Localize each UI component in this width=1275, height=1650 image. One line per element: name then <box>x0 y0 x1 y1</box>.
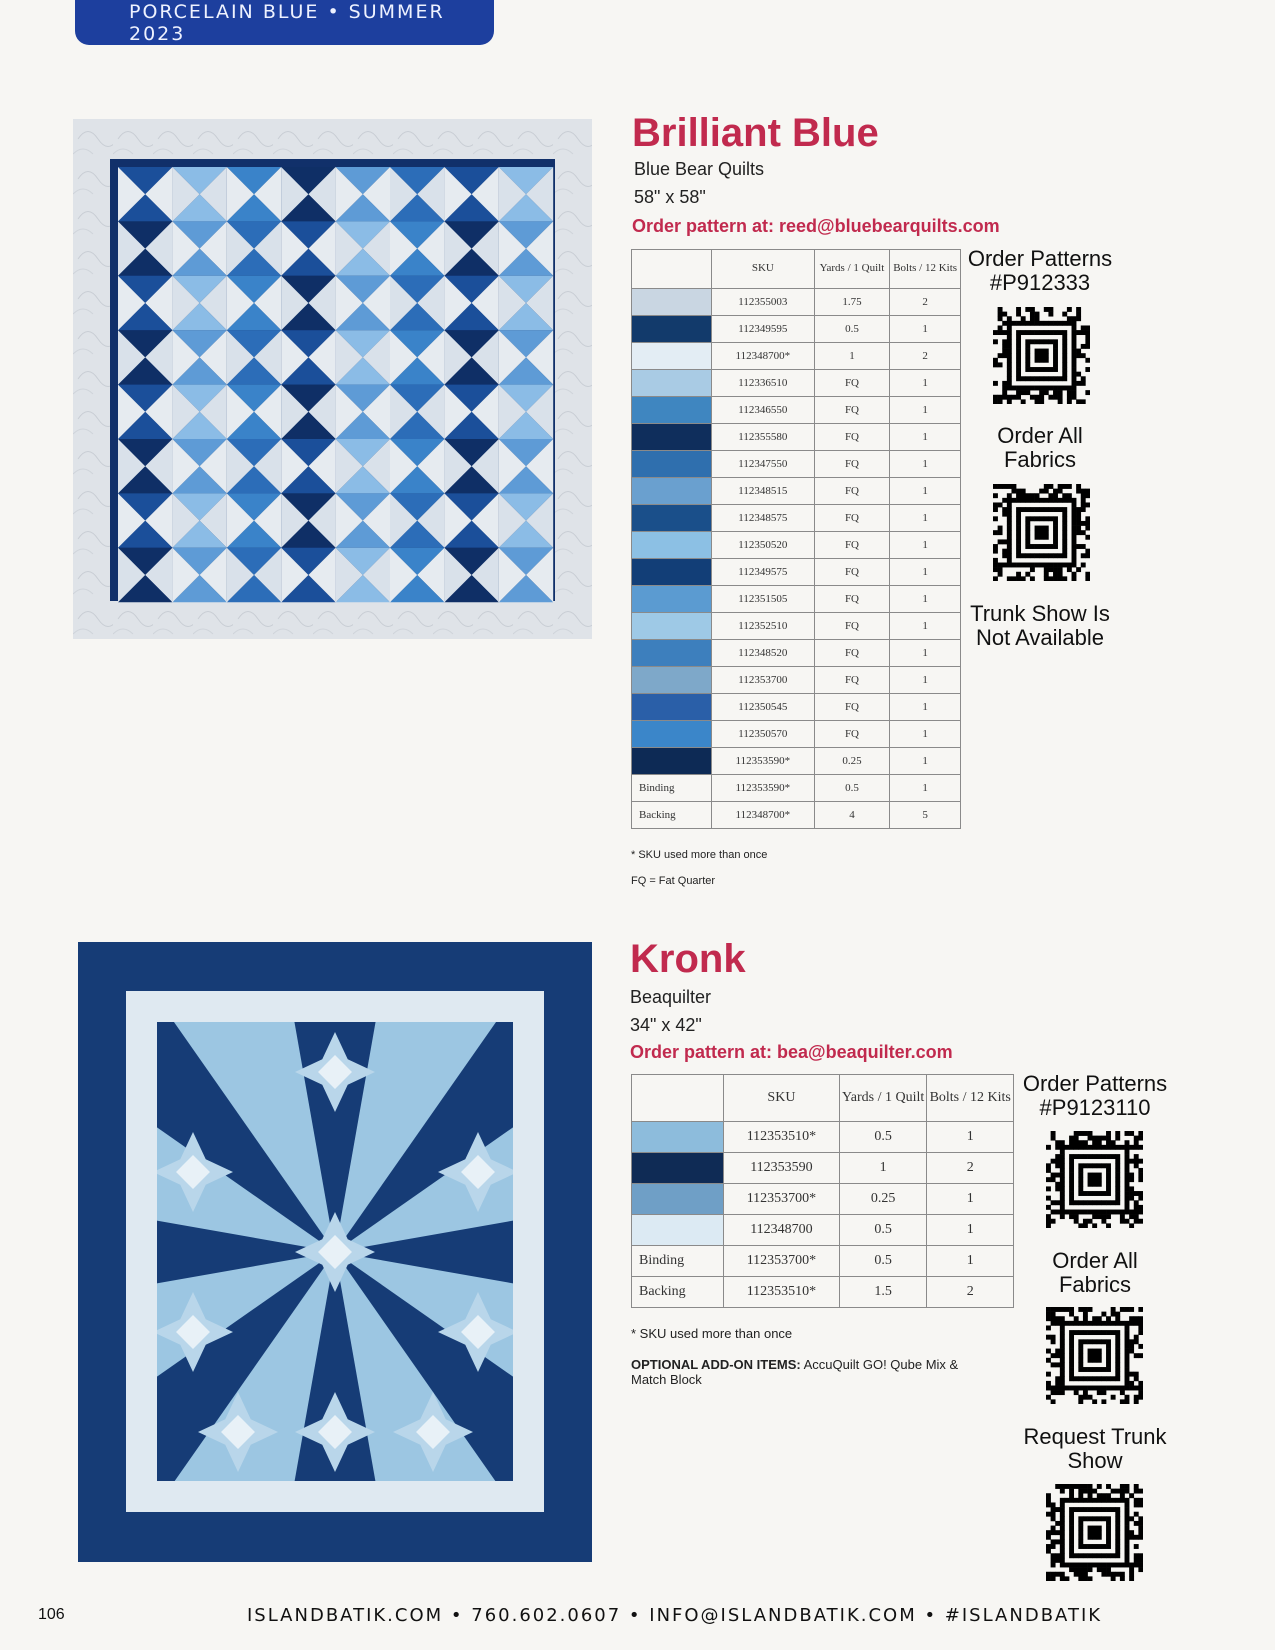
fabric-swatch <box>632 424 712 451</box>
bolts-cell: 1 <box>890 532 961 559</box>
yards-cell: FQ <box>814 640 890 667</box>
bolts-cell: 1 <box>890 640 961 667</box>
row-label: Binding <box>632 775 712 802</box>
sku-column-header: SKU <box>712 250 815 289</box>
sku-note: * SKU used more than once <box>631 849 768 861</box>
yards-cell: 0.25 <box>839 1184 927 1215</box>
fabric-row <box>632 1277 1014 1308</box>
fabric-swatch <box>632 1122 724 1153</box>
yards-cell: 1.75 <box>814 289 890 316</box>
bolts-cell: 2 <box>927 1277 1014 1308</box>
sku-cell: 112348520 <box>712 640 815 667</box>
request-trunk-show-qr-code[interactable] <box>1046 1484 1143 1581</box>
bolts-cell: 2 <box>890 343 961 370</box>
fabric-swatch <box>632 640 712 667</box>
sku-cell: 112348575 <box>712 505 815 532</box>
sku-cell: 112336510 <box>712 370 815 397</box>
bolts-cell: 1 <box>890 424 961 451</box>
bolts-cell: 1 <box>927 1246 1014 1277</box>
fabric-row <box>632 1184 1014 1215</box>
fabric-row <box>632 532 961 559</box>
row-label: Binding <box>632 1246 724 1277</box>
sku-cell: 112347550 <box>712 451 815 478</box>
fabric-row <box>632 586 961 613</box>
fabric-swatch <box>632 343 712 370</box>
fabric-swatch <box>632 694 712 721</box>
pattern-designer: Beaquilter <box>630 987 712 1007</box>
sku-cell: 112348700* <box>712 343 815 370</box>
yards-cell: FQ <box>814 397 890 424</box>
sku-cell: 112348700 <box>724 1215 840 1246</box>
sku-cell: 112353700 <box>712 667 815 694</box>
bolts-cell: 1 <box>890 451 961 478</box>
yards-cell: FQ <box>814 532 890 559</box>
sku-cell: 112353700* <box>724 1246 840 1277</box>
fabric-row <box>632 640 961 667</box>
yards-cell: FQ <box>814 478 890 505</box>
fabric-row <box>632 1122 1014 1153</box>
bolts-cell: 5 <box>890 802 961 829</box>
fabric-swatch <box>632 451 712 478</box>
fabric-swatch <box>632 1153 724 1184</box>
fabric-row <box>632 748 961 775</box>
sku-cell: 112353700* <box>724 1184 840 1215</box>
yards-column-header: Yards / 1 Quilt <box>814 250 890 289</box>
fabric-row <box>632 775 961 802</box>
fabric-swatch <box>632 505 712 532</box>
yards-cell: 1 <box>814 343 890 370</box>
fabric-row <box>632 1215 1014 1246</box>
bolts-cell: 1 <box>890 478 961 505</box>
fabric-swatch <box>632 586 712 613</box>
trunk-show-unavailable-label: Trunk Show Is Not Available <box>970 601 1110 650</box>
fabric-swatch <box>632 289 712 316</box>
fabric-swatch <box>632 1215 724 1246</box>
fabric-row <box>632 694 961 721</box>
fabric-row <box>632 559 961 586</box>
sku-cell: 112348515 <box>712 478 815 505</box>
yards-cell: FQ <box>814 559 890 586</box>
fabric-swatch <box>632 397 712 424</box>
request-trunk-show-label: Request Trunk Show <box>1023 1424 1167 1473</box>
order-patterns-qr-code[interactable] <box>993 307 1090 404</box>
fabric-row <box>632 802 961 829</box>
sku-cell: 112353510* <box>724 1122 840 1153</box>
fabric-swatch <box>632 1184 724 1215</box>
sku-cell: 112349575 <box>712 559 815 586</box>
yards-cell: FQ <box>814 613 890 640</box>
sku-cell: 112353590* <box>712 775 815 802</box>
bolts-cell: 1 <box>890 748 961 775</box>
yards-cell: FQ <box>814 586 890 613</box>
bolts-column-header: Bolts / 12 Kits <box>890 250 961 289</box>
fabric-row <box>632 289 961 316</box>
row-label: Backing <box>632 802 712 829</box>
pattern-size: 34" x 42" <box>630 1015 702 1035</box>
sku-cell: 112351505 <box>712 586 815 613</box>
bolts-cell: 2 <box>927 1153 1014 1184</box>
fabric-row <box>632 721 961 748</box>
fabric-row <box>632 1153 1014 1184</box>
sku-cell: 112350570 <box>712 721 815 748</box>
bolts-cell: 1 <box>890 613 961 640</box>
fabric-swatch <box>632 316 712 343</box>
bolts-column-header: Bolts / 12 Kits <box>927 1075 1014 1122</box>
pattern-size: 58" x 58" <box>634 187 706 207</box>
fabric-row <box>632 1246 1014 1277</box>
fabric-swatch <box>632 721 712 748</box>
fabric-row <box>632 424 961 451</box>
yards-cell: 4 <box>814 802 890 829</box>
sku-note: * SKU used more than once <box>631 1326 793 1341</box>
yards-column-header: Yards / 1 Quilt <box>839 1075 927 1122</box>
order-patterns-qr-code[interactable] <box>1046 1131 1143 1228</box>
sku-cell: 112348700* <box>712 802 815 829</box>
yards-cell: 0.5 <box>839 1122 927 1153</box>
add-on-text: AccuQuilt GO! Qube Mix & Match Block <box>631 1357 959 1387</box>
yards-cell: 0.5 <box>839 1246 927 1277</box>
catalog-header-tab <box>75 0 494 45</box>
yards-cell: 0.5 <box>814 316 890 343</box>
bolts-cell: 1 <box>927 1122 1014 1153</box>
bolts-cell: 1 <box>890 694 961 721</box>
yards-cell: 0.5 <box>814 775 890 802</box>
sku-cell: 112355580 <box>712 424 815 451</box>
order-all-fabrics-label: Order All Fabrics <box>1052 1248 1138 1297</box>
fabric-swatch <box>632 613 712 640</box>
order-all-fabrics-qr-code[interactable] <box>1046 1307 1143 1404</box>
order-patterns-label: Order Patterns #P912333 <box>967 246 1113 295</box>
yards-cell: 1 <box>839 1153 927 1184</box>
bolts-cell: 1 <box>890 397 961 424</box>
fabric-swatch <box>632 667 712 694</box>
fabric-row <box>632 397 961 424</box>
yards-cell: FQ <box>814 451 890 478</box>
fabric-swatch <box>632 559 712 586</box>
bolts-cell: 1 <box>890 370 961 397</box>
bolts-cell: 1 <box>890 316 961 343</box>
fabric-swatch <box>632 532 712 559</box>
order-all-fabrics-qr-code[interactable] <box>993 484 1090 581</box>
order-pattern-email[interactable]: Order pattern at: bea@beaquilter.com <box>630 1042 953 1062</box>
yards-cell: FQ <box>814 694 890 721</box>
fabric-table-brilliant-blue <box>631 249 961 829</box>
sku-cell: 112355003 <box>712 289 815 316</box>
swatch-column-header <box>632 1075 724 1122</box>
fabric-row <box>632 370 961 397</box>
bolts-cell: 1 <box>890 667 961 694</box>
fabric-row <box>632 343 961 370</box>
yards-cell: FQ <box>814 370 890 397</box>
sku-cell: 112353510* <box>724 1277 840 1308</box>
fabric-row <box>632 316 961 343</box>
yards-cell: FQ <box>814 721 890 748</box>
fabric-row <box>632 613 961 640</box>
pattern-title-kronk: Kronk <box>630 937 746 981</box>
pattern-designer: Blue Bear Quilts <box>634 159 765 179</box>
yards-cell: FQ <box>814 505 890 532</box>
order-patterns-label: Order Patterns #P9123110 <box>1022 1071 1168 1120</box>
bolts-cell: 1 <box>927 1184 1014 1215</box>
fabric-swatch <box>632 478 712 505</box>
fabric-swatch <box>632 748 712 775</box>
fabric-row <box>632 478 961 505</box>
bolts-cell: 1 <box>890 586 961 613</box>
yards-cell: FQ <box>814 667 890 694</box>
sku-cell: 112353590 <box>724 1153 840 1184</box>
yards-cell: 0.5 <box>839 1215 927 1246</box>
fq-note: FQ = Fat Quarter <box>631 875 716 887</box>
yards-cell: 0.25 <box>814 748 890 775</box>
footer-contact: ISLANDBATIK.COM • 760.602.0607 • INFO@ISLANDBATIK.COM • #ISLANDBATIK <box>247 1605 1103 1626</box>
add-on-label: OPTIONAL ADD-ON ITEMS: <box>631 1357 801 1372</box>
sku-cell: 112346550 <box>712 397 815 424</box>
bolts-cell: 1 <box>890 559 961 586</box>
pattern-title-brilliant-blue: Brilliant Blue <box>632 111 879 155</box>
bolts-cell: 1 <box>890 775 961 802</box>
bolts-cell: 1 <box>890 505 961 532</box>
sku-cell: 112349595 <box>712 316 815 343</box>
swatch-column-header <box>632 250 712 289</box>
fabric-row <box>632 667 961 694</box>
sku-column-header: SKU <box>724 1075 840 1122</box>
fabric-table-kronk <box>631 1074 1014 1308</box>
order-all-fabrics-label: Order All Fabrics <box>997 423 1083 472</box>
row-label: Backing <box>632 1277 724 1308</box>
optional-add-on-items <box>631 1357 991 1387</box>
page-number: 106 <box>38 1606 65 1623</box>
fabric-row <box>632 505 961 532</box>
order-pattern-email[interactable]: Order pattern at: reed@bluebearquilts.com <box>632 216 1000 236</box>
bolts-cell: 1 <box>927 1215 1014 1246</box>
catalog-header-text: PORCELAIN BLUE • SUMMER 2023 <box>129 0 445 45</box>
bolts-cell: 1 <box>890 721 961 748</box>
fabric-swatch <box>632 370 712 397</box>
kronk-quilt-image <box>78 942 592 1562</box>
sku-cell: 112353590* <box>712 748 815 775</box>
brilliant-blue-quilt-image <box>73 119 592 639</box>
bolts-cell: 2 <box>890 289 961 316</box>
fabric-row <box>632 451 961 478</box>
yards-cell: 1.5 <box>839 1277 927 1308</box>
sku-cell: 112350545 <box>712 694 815 721</box>
sku-cell: 112350520 <box>712 532 815 559</box>
yards-cell: FQ <box>814 424 890 451</box>
sku-cell: 112352510 <box>712 613 815 640</box>
